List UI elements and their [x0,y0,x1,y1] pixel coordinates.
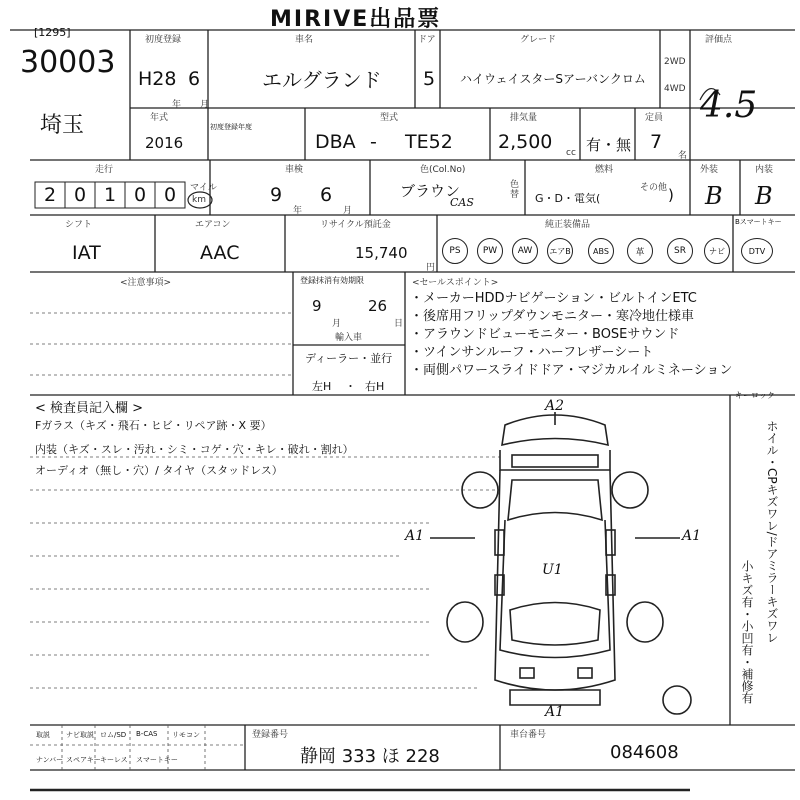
reg-number: 静岡 333 ほ 228 [300,746,440,767]
import-dealer: ディーラー・並行 [305,352,393,365]
equip-aw: AW [512,238,538,264]
label-exterior: 外装 [700,165,719,175]
equip-ps: PS [442,238,468,264]
equip-sr: SR [667,238,693,264]
ticket-number: [1295] [34,26,71,39]
label-equipment: 純正装備品 [545,220,591,230]
label-shift: シフト [65,220,93,230]
label-fuel: 燃料 [595,165,614,175]
footer-label: スマートキー [136,756,178,764]
capacity-unit: 名 [678,151,688,161]
footer-label: リモコン [172,731,200,739]
mileage-unit-miles: マイル [190,183,217,193]
first-reg-month: 6 [188,68,201,90]
mileage-digit-2: 0 [74,184,87,206]
model-prefix: DBA [315,131,356,153]
mark-front: A2 [545,398,565,414]
inspector-glass: Fガラス（キズ・飛石・ヒビ・リペア跡・X 要） [35,419,272,432]
model-year: 2016 [145,134,184,152]
equip-dtv: DTV [741,238,773,264]
equip-navi: ナビ [704,238,730,264]
label-first-reg: 初度登録 [145,35,182,45]
mark-roof: U1 [542,562,563,578]
inspection-year: 9 [270,184,283,206]
reg-date-month: 9 [312,297,322,315]
fuel-other: その他 [640,183,668,193]
footer-label: B-CAS [136,730,158,738]
aircon: AAC [200,242,240,264]
footer-label: ロム/SD [100,731,127,739]
fuel: G・D・電気( [535,192,601,205]
color-note: CAS [450,196,474,209]
equip-pw: PW [477,238,503,264]
score-value: 4.5 [700,85,758,126]
label-mileage: 走行 [95,165,114,175]
label-model-year: 年式 [150,113,169,123]
equip-abs: ABS [588,238,614,264]
equip-leather: 革 [627,238,653,264]
sales-point: ・後席用フリップダウンモニター・寒冷地仕様車 [410,309,695,324]
region: 埼玉 [40,113,85,138]
doors: 5 [423,68,436,90]
exterior-grade: B [705,182,723,210]
sales-point: ・両側パワースライドドア・マジカルイルミネーション [410,363,733,378]
label-inspector: < 検査員記入欄 > [35,401,144,416]
handle-left: 左H [312,380,332,393]
mileage-digit-5: 0 [164,184,177,206]
sales-points [410,290,732,380]
label-aircon: エアコン [195,220,231,230]
label-recycle: リサイクル預託金 [320,220,391,230]
displacement: 2,500 [498,131,553,153]
mileage-digit-3: 1 [104,184,117,206]
inspector-audio: オーディオ（無し・穴）/ タイヤ（スタッドレス） [35,464,283,477]
grade: ハイウェイスターSアーバンクロム [460,72,646,86]
mileage-digit-4: 0 [134,184,147,206]
label-model-year-note: 初度登録年度 [210,123,252,131]
label-reg-no: 登録番号 [252,730,289,740]
label-reg-date: 登録抹消有効期限 [300,276,364,285]
recycle-unit: 円 [426,263,436,273]
fuel-close: ) [668,186,674,204]
side-note: ホイル・CPキズワレ/ドアミラーキズワレ [765,420,779,644]
month-unit: 月 [200,100,210,110]
inspection-month: 6 [320,184,333,206]
color: ブラウン [400,182,461,200]
model-code: TE52 [405,131,453,153]
drive-4wd: 4WD [664,84,686,94]
inspection-month-unit: 月 [343,206,353,216]
label-doors: ドア [418,35,436,45]
mileage-digit-1: 2 [44,184,57,206]
footer-label: スペアキー [66,756,101,764]
capacity: 7 [650,131,663,153]
drive-2wd: 2WD [664,57,686,67]
first-reg-era: H28 [138,68,177,90]
ac-label: 有・無 [586,136,632,154]
label-capacity: 定員 [645,113,664,123]
label-displacement: 排気量 [510,113,538,123]
inspection-year-unit: 年 [293,206,303,216]
equip-airbag: エアB [547,238,573,264]
reg-date-day: 26 [368,297,388,315]
label-model: 型式 [380,113,399,123]
footer-label: ナビ取説 [66,731,94,739]
sales-point: ・ツインサンルーフ・ハーフレザーシート [410,345,654,360]
sales-point: ・メーカーHDDナビゲーション・ビルトインETC [410,291,697,306]
label-interior: 内装 [755,165,774,175]
handle-right: 右H [365,380,385,393]
sales-point: ・アラウンドビューモニター・BOSEサウンド [410,327,680,342]
label-sales-points: <セールスポイント> [412,278,499,288]
inspector-interior: 内装（キズ・スレ・汚れ・シミ・コゲ・穴・キレ・破れ・割れ） [35,443,354,456]
reg-date-month-unit: 月 [332,319,342,329]
label-car-name: 車名 [295,35,314,45]
lot-number: 30003 [20,45,116,80]
label-inspection: 車検 [285,165,304,175]
side-note-2: 小キズ有・小凹有・補修有 [740,560,754,704]
label-import: 輸入車 [335,333,363,343]
label-notes: <注意事項> [120,278,172,288]
mark-rear: A1 [545,704,565,720]
reg-date-day-unit: 日 [394,319,404,329]
footer-label: ナンバー [36,756,64,764]
car-name: エルグランド [262,68,382,92]
interior-grade: B [755,182,773,210]
label-score: 評価点 [705,35,733,45]
year-unit: 年 [172,100,182,110]
chassis-number: 084608 [610,742,679,763]
sheet-title: MIRIVE出品票 [270,7,442,32]
color-change: 色替 [510,180,520,200]
label-grade: グレード [520,35,557,45]
label-color: 色(Col.No) [420,165,466,175]
recycle: 15,740 [355,244,408,262]
handle-dot: ・ [345,380,356,393]
mark-right: A1 [682,528,702,544]
label-chassis: 車台番号 [510,730,547,740]
model-dash: - [370,131,377,153]
mileage-unit-km: km [192,195,206,205]
shift: IAT [72,242,101,264]
footer-label: キーレス [100,756,128,764]
label-key: キーロック [735,391,775,400]
footer-label: 取説 [36,731,50,739]
displacement-unit: cc [566,148,576,158]
label-smart-key: Bスマートキー [735,218,782,226]
mark-left: A1 [405,528,425,544]
